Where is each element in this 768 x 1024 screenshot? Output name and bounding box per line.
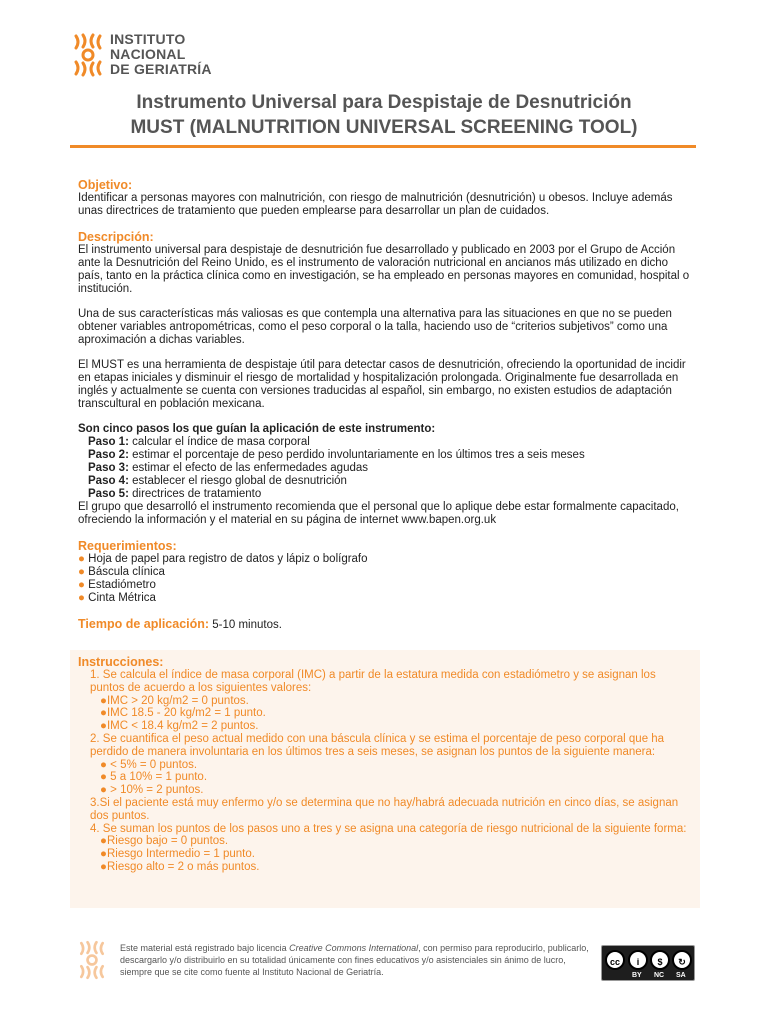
objetivo-text: Identificar a personas mayores con malnutrición, con riesgo de malnutrición (desnutrición) u obesos. Incluye además unas directrices de tratamiento que pueden emplearse para desarrollar un plan de cuidados. xyxy=(78,192,673,217)
descripcion-paragraph-2: Una de sus características más valiosas es que contempla una alternativa para las situaciones en que no se pueden obtener variables antropométricas, como el peso corporal o la talla, haciendo uso de “criterios subjetivos” como una aproximación a dichas variables. xyxy=(78,308,672,346)
paso-label: Paso 1: xyxy=(88,436,129,448)
requerimiento-text: Estadiómetro xyxy=(88,579,156,591)
license-text-b: , con permiso para reproducirlo, publicarlo, descargarlo y/o distribuirlo en su totalidad únicamente con fines educativos y/o asistenciales sin ánimo de lucro, siempre que se cite como fuente al Instituto Nacional de Geriatría. xyxy=(120,943,589,977)
sharealike-icon: ↻ xyxy=(672,950,692,970)
instruccion-2-item: 5 a 10% = 1 punto. xyxy=(110,771,208,784)
list-item xyxy=(78,592,690,605)
tiempo-row xyxy=(78,617,690,632)
list-item xyxy=(78,695,690,708)
paso-item xyxy=(78,449,690,462)
document-subtitle: MUST (MALNUTRITION UNIVERSAL SCREENING TOOL) xyxy=(130,117,638,138)
descripcion-paragraph-1: El instrumento universal para despistaje de desnutrición fue desarrollado y publicado en 2003 por el Grupo de Acción ante la Desnutrición del Reino Unido, es el instrumento de valoración nutricional en ancianos más utilizado en dicho país, tanto en la práctica clínica como en investigación, se ha empleado en personas mayores en comunidad, hospital o institución. xyxy=(78,244,690,295)
org-line-1: INSTITUTO xyxy=(110,31,186,47)
paso-item xyxy=(78,436,690,449)
bullet-icon: ● xyxy=(78,579,85,591)
list-item xyxy=(78,771,690,784)
bullet-icon: ● xyxy=(78,592,85,604)
list-item xyxy=(78,579,690,592)
paso-item xyxy=(78,488,690,501)
bullet-icon: ● xyxy=(100,848,107,861)
paso-label: Paso 5: xyxy=(88,488,129,500)
descripcion-paragraph-3: El MUST es una herramienta de despistaje útil para detectar casos de desnutrición, ofreciendo la oportunidad de incidir en etapas iniciales y disminuir el riesgo de mortalidad y hospitalización prolongada. Originalmente fue desarrollada en inglés y actualmente se cuenta con versiones traducidas al español, sin embargo, no existen estudios de adaptación transcultural en población mexicana. xyxy=(78,359,686,410)
institute-logo xyxy=(70,30,230,82)
bullet-icon: ● xyxy=(100,694,107,707)
geriatria-logo-icon xyxy=(70,32,106,78)
list-item xyxy=(78,835,690,848)
attribution-icon: i xyxy=(628,950,648,970)
bullet-icon: ● xyxy=(78,553,85,565)
paso-label: Paso 3: xyxy=(88,462,129,474)
footer-logo-icon xyxy=(76,938,108,982)
requerimiento-text: Báscula clínica xyxy=(88,566,165,578)
list-item xyxy=(78,784,690,797)
descripcion-heading: Descripción: xyxy=(78,230,154,244)
instruccion-1-item: IMC < 18.4 kg/m2 = 2 puntos. xyxy=(106,720,259,733)
requerimiento-text: Hoja de papel para registro de datos y lápiz o bolígrafo xyxy=(88,553,368,565)
instruccion-2: 2. Se cuantifica el peso actual medido con una báscula clínica y se estima el porcentaje de peso corporal que ha perdido de manera involuntaria en los últimos tres a seis meses, se asignan los puntos de la siguiente manera: xyxy=(90,732,665,758)
paso-label: Paso 2: xyxy=(88,449,129,461)
list-item xyxy=(78,720,690,733)
title-divider xyxy=(70,145,696,148)
instruccion-4-item: Riesgo bajo = 0 puntos. xyxy=(106,835,229,848)
requerimientos-heading: Requerimientos: xyxy=(78,539,177,553)
paso-item xyxy=(78,462,690,475)
list-item xyxy=(78,759,690,772)
list-item xyxy=(78,707,690,720)
list-item xyxy=(78,566,690,579)
noncommercial-icon: $ xyxy=(650,950,670,970)
instruccion-2-item: < 5% = 0 puntos. xyxy=(110,758,198,771)
document-body xyxy=(78,178,690,632)
tiempo-value: 5-10 minutos. xyxy=(212,619,282,631)
paso-label: Paso 4: xyxy=(88,475,129,487)
instruccion-1-item: IMC > 20 kg/m2 = 0 puntos. xyxy=(106,694,249,707)
pasos-closing-text: El grupo que desarrolló el instrumento recomienda que el personal que lo aplique debe estar formalmente capacitado, ofreciendo la información y el material en su página de internet www.bapen.org.uk xyxy=(78,501,679,526)
requerimiento-text: Cinta Métrica xyxy=(88,592,156,604)
bullet-icon: ● xyxy=(100,784,107,797)
license-text-a: Este material está registrado bajo licencia xyxy=(120,943,290,953)
license-notice xyxy=(120,942,590,978)
tiempo-heading: Tiempo de aplicación: xyxy=(78,617,210,631)
cc-label-by: BY xyxy=(632,972,642,979)
cc-label-sa: SA xyxy=(676,972,686,979)
license-name: Creative Commons International xyxy=(289,943,419,953)
bullet-icon: ● xyxy=(100,758,107,771)
objetivo-heading: Objetivo: xyxy=(78,178,133,192)
org-line-2: NACIONAL xyxy=(110,46,186,62)
list-item xyxy=(78,861,690,874)
instruccion-1: 1. Se calcula el índice de masa corporal (IMC) a partir de la estatura medida con estadiómetro y se asignan los puntos de acuerdo a los siguientes valores: xyxy=(90,669,656,694)
instruccion-1-item: IMC 18.5 - 20 kg/m2 = 1 punto. xyxy=(106,707,266,720)
instrucciones-box xyxy=(70,650,700,908)
pasos-closing xyxy=(78,501,690,527)
instruccion-4: 4. Se suman los puntos de los pasos uno a tres y se asigna una categoría de riesgo nutricional de la siguiente forma: xyxy=(90,822,687,835)
paso-text: estimar el efecto de las enfermedades agudas xyxy=(132,462,369,474)
list-item xyxy=(78,848,690,861)
institute-name xyxy=(110,32,212,77)
instruccion-3: 3.Si el paciente está muy enfermo y/o se determina que no hay/habrá adecuada nutrición en cinco días, se asignan dos puntos. xyxy=(90,796,679,822)
bullet-icon: ● xyxy=(78,566,85,578)
cc-icon: cc xyxy=(605,950,625,970)
bullet-icon: ● xyxy=(100,771,107,784)
paso-text: directrices de tratamiento xyxy=(132,488,262,500)
instrucciones-heading: Instrucciones: xyxy=(78,655,164,669)
bullet-icon: ● xyxy=(100,835,107,848)
paso-text: estimar el porcentaje de peso perdido involuntariamente en los últimos tres a seis meses xyxy=(132,449,585,461)
list-item xyxy=(78,553,690,566)
bullet-icon: ● xyxy=(100,707,107,720)
creative-commons-badge xyxy=(601,945,695,981)
paso-item xyxy=(78,475,690,488)
pasos-intro: Son cinco pasos los que guían la aplicación de este instrumento: xyxy=(78,423,436,435)
paso-text: calcular el índice de masa corporal xyxy=(132,436,310,448)
cc-label-nc: NC xyxy=(654,972,665,979)
instruccion-2-item: > 10% = 2 puntos. xyxy=(110,784,204,797)
bullet-icon: ● xyxy=(100,720,107,733)
paso-text: establecer el riesgo global de desnutrición xyxy=(132,475,347,487)
instruccion-4-item: Riesgo Intermedio = 1 punto. xyxy=(106,848,255,861)
org-line-3: DE GERIATRÍA xyxy=(110,61,212,77)
instrucciones-content xyxy=(78,655,690,874)
instruccion-4-item: Riesgo alto = 2 o más puntos. xyxy=(106,860,260,873)
document-title: Instrumento Universal para Despistaje de Desnutrición xyxy=(136,92,632,113)
bullet-icon: ● xyxy=(100,860,107,873)
